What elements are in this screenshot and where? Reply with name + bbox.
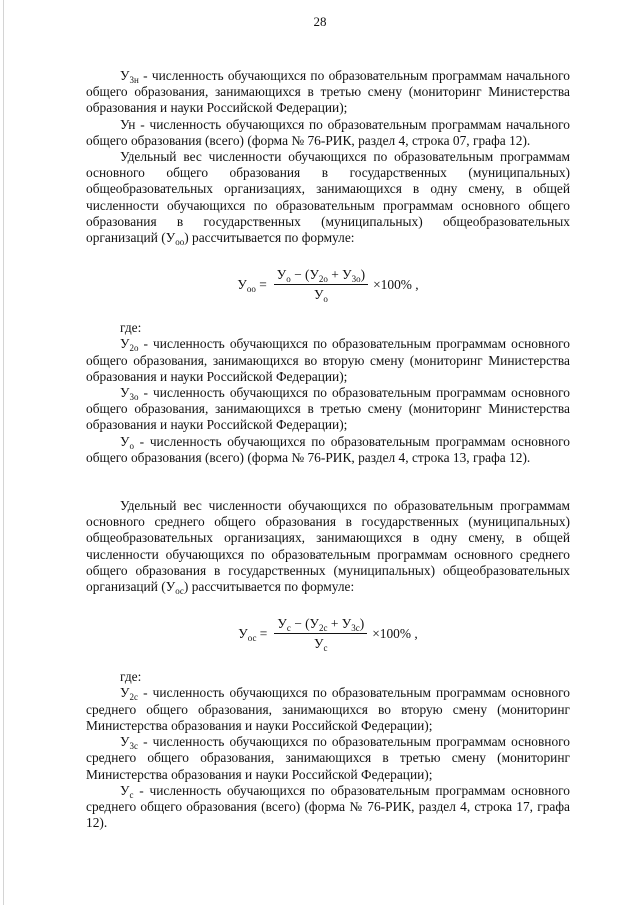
formula-fraction [274, 267, 368, 303]
where-label: где: [120, 320, 142, 336]
formula-lhs: $У_{ос}$ = [238, 626, 268, 644]
intro-paragraph-basic: Удельный вес численности обучающихся по образовательным программам основного общего образования в государственных (муниципальных) общеобразовательных организациях, занимающихся в одну смену, в общей численности обучающихся по образовательным программам основного общего образования в государственных (муниципальных) общеобразовательных организаций $(У_{оо})$ рассчитывается по формуле: [86, 149, 570, 248]
definition-uc: $У_с$ - численность обучающихся по образовательным программам основного среднего общего образования (всего) (форма № 76-РИК, раздел 4, строка 17, графа 12). [86, 782, 570, 831]
section-spacer [86, 466, 570, 498]
formula-lhs: $У_{оо}$ = [237, 277, 267, 295]
definition-u2o: $У_{2о}$ - численность обучающихся по образовательным программам основного общего образования, занимающихся во вторую смену (мониторинг Министерства образования и науки Российской Федерации); [86, 336, 570, 384]
formula-multiplier: ×100% , [372, 626, 418, 642]
definition-u3n: $У_{3н}$ - численность обучающихся по образовательным программам начального общего образования, занимающихся в третью смену (мониторинг Министерства образования и науки Российской Федерации); [86, 68, 570, 116]
formula-basic [86, 258, 570, 312]
formula-denominator: $У_с$ [314, 636, 328, 654]
definition-u2c: $У_{2с}$ - численность обучающихся по образовательным программам основного среднего общего образования, занимающихся во вторую смену (мониторинг Министерства образования и науки Российской Федерации); [86, 685, 570, 733]
formula-numerator: $У_о - (У_{2о} + У_{3о})$ [274, 267, 368, 285]
intro-paragraph-secondary: Удельный вес численности обучающихся по образовательным программам основного среднего общего образования в государственных (муниципальных) общеобразовательных организациях, занимающихся в одну смену, в общей численности обучающихся по образовательным программам основного среднего общего образования в государственных (муниципальных) общеобразовательных организаций $(У_{ос})$ рассчитывается по формуле: [86, 498, 570, 597]
formula-multiplier: ×100% , [373, 277, 419, 293]
formula-denominator: $У_о$ [313, 287, 328, 305]
page-number: 28 [313, 14, 327, 29]
where-label: где: [120, 669, 142, 685]
definition-u3o: $У_{3о}$ - численность обучающихся по образовательным программам основного общего образования, занимающихся в третью смену (мониторинг Министерства образования и науки Российской Федерации); [86, 385, 570, 433]
document-body [86, 68, 570, 831]
definition-uo: $У_о$ - численность обучающихся по образовательным программам основного общего образования (всего) (форма № 76-РИК, раздел 4, строка 13, графа 12). [86, 433, 570, 465]
formula-fraction [274, 616, 367, 652]
page-edge-line [3, 0, 4, 905]
formula-numerator: $У_с - (У_{2с} + У_{3с})$ [274, 616, 367, 634]
definition-un: Ун - численность обучающихся по образовательным программам начального общего образования (всего) (форма № 76-РИК, раздел 4, строка 07, графа 12). [86, 116, 570, 148]
definition-u3c: $У_{3с}$ - численность обучающихся по образовательным программам основного среднего общего образования, занимающихся в третью смену (мониторинг Министерства образования и науки Российской Федерации); [86, 734, 570, 782]
formula-secondary [86, 607, 570, 661]
